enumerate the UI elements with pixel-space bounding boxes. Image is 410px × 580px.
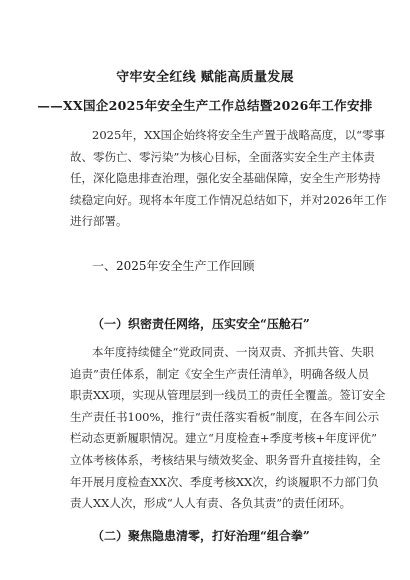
intro-line: 故、零伤亡、零污染”为核心目标，全面落实安全生产主体责 (70, 149, 375, 164)
intro-line: 续稳定向好。现将本年度工作情况总结如下，并对2026年工作 (70, 192, 387, 207)
sub1-line: 职责XX项，实现从管理层到一线员工的责任全覆盖。签订安全 (70, 388, 386, 403)
subsection1-heading: （一）织密责任网络，压实安全“压舱石” (92, 317, 310, 331)
intro-line: 2025年，XX国企始终将安全生产置于战略高度，以“零事 (92, 128, 386, 142)
sub1-line: 追责”责任体系，制定《安全生产责任清单》，明确各级人员 (70, 366, 370, 381)
document-title: 守牢安全红线 赋能高质量发展 (116, 70, 294, 85)
intro-line: 任，深化隐患排查治理，强化安全基础保障，安全生产形势持 (70, 171, 381, 186)
sub1-line: 栏动态更新履职情况。建立“月度检查+季度考核+年度评优” (70, 431, 378, 446)
sub1-line: 生产责任书100%，推行“责任落实看板”制度，在各车间公示 (70, 409, 380, 424)
intro-line: 进行部署。 (70, 214, 128, 229)
sub1-line: 年开展月度检查XX次、季度考核XX次，约谈履职不力部门负 (70, 474, 379, 489)
sub1-line: 立体考核体系，考核结果与绩效奖金、职务晋升直接挂钩，全 (70, 452, 381, 467)
section1-heading: 一、2025年安全生产工作回顾 (92, 259, 255, 273)
subsection2-heading: （二）聚焦隐患清零，打好治理“组合拳” (92, 529, 310, 543)
subsection1-paragraph (70, 342, 386, 515)
document-subtitle: ——XX国企2025年安全生产工作总结暨2026年工作安排 (37, 98, 373, 113)
intro-paragraph (70, 125, 387, 233)
sub1-line: 本年度持续健全“党政同责、一岗双责、齐抓共管、失职 (92, 345, 374, 359)
sub1-line: 责人XX人次，形成“人人有责、各负其责”的责任闭环。 (70, 496, 352, 511)
